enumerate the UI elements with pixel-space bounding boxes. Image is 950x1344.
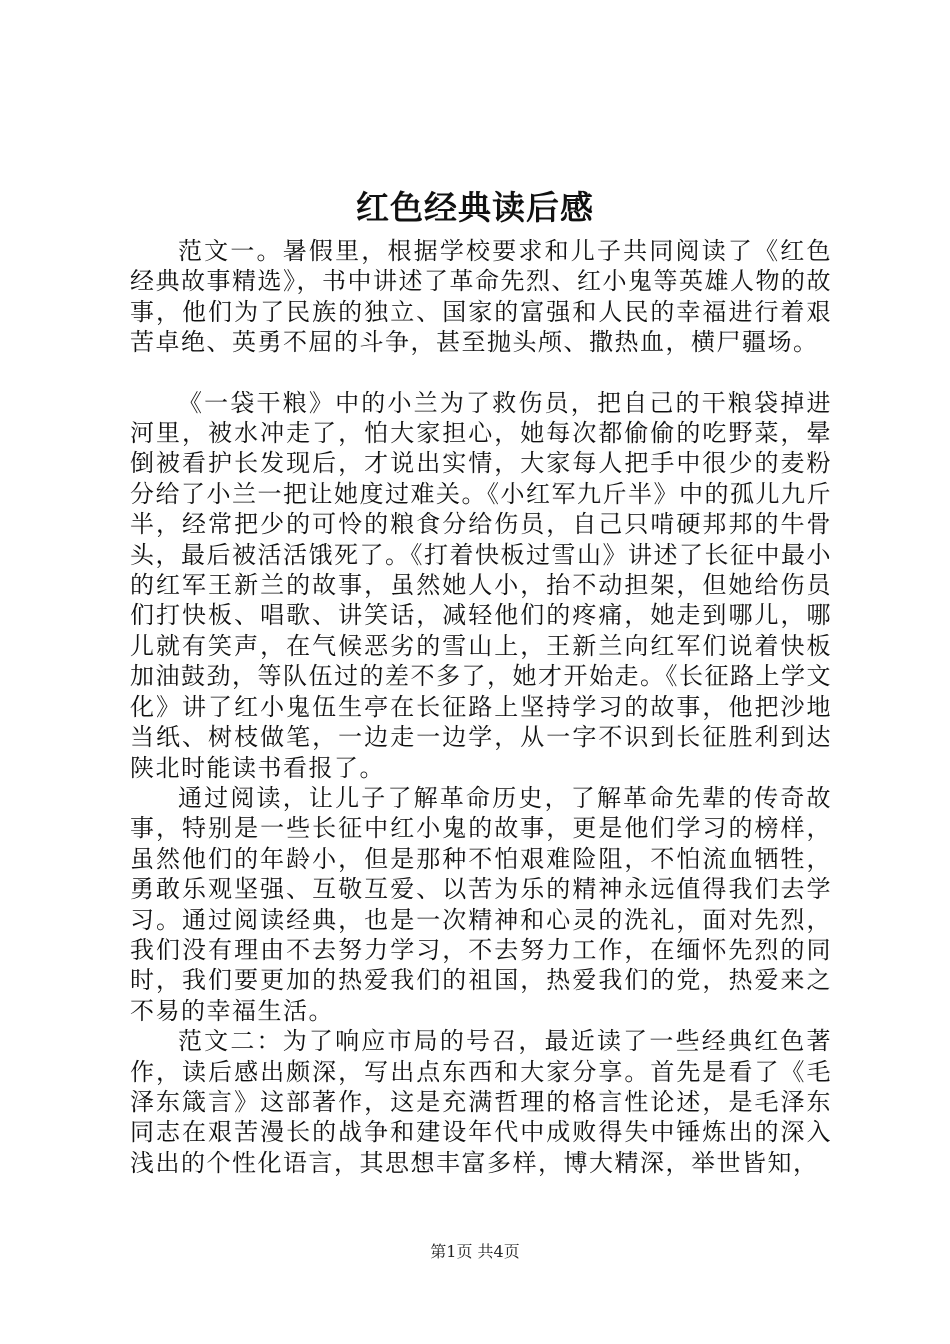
paragraph-4: 范文二：为了响应市局的号召，最近读了一些经典红色著作，读后感出颇深，写出点东西和大家分享。首先是看了《毛泽东箴言》这部著作，这是充满哲理的格言性论述，是毛泽东同志在艰苦漫长的战争和建设年代中成败得失中锤炼出的深入浅出的个性化语言，其思想丰富多样，博大精深，举世皆知， [130, 1027, 832, 1177]
paragraph-3: 通过阅读，让儿子了解革命历史，了解革命先辈的传奇故事，特别是一些长征中红小鬼的故事，更是他们学习的榜样，虽然他们的年龄小，但是那种不怕艰难险阻，不怕流血牺牲，勇敢乐观坚强、互敬互爱、以苦为乐的精神永远值得我们去学习。通过阅读经典，也是一次精神和心灵的洗礼，面对先烈，我们没有理由不去努力学习，不去努力工作，在缅怀先烈的同时，我们要更加的热爱我们的祖国，热爱我们的党，热爱来之不易的幸福生活。 [130, 783, 832, 1025]
document-body [130, 236, 832, 1178]
page-footer: 第1页 共4页 [430, 1242, 520, 1261]
paragraph-1: 范文一。暑假里，根据学校要求和儿子共同阅读了《红色经典故事精选》，书中讲述了革命先烈、红小鬼等英雄人物的故事，他们为了民族的独立、国家的富强和人民的幸福进行着艰苦卓绝、英勇不屈的斗争，甚至抛头颅、撒热血，横尸疆场。 [130, 237, 832, 357]
paragraph-2: 《一袋干粮》中的小兰为了救伤员，把自己的干粮袋掉进河里，被水冲走了，怕大家担心，她每次都偷偷的吃野菜，晕倒被看护长发现后，才说出实情，大家每人把手中很少的麦粉分给了小兰一把让她度过难关。《小红军九斤半》中的孤儿九斤半，经常把少的可怜的粮食分给伤员，自己只啃硬邦邦的牛骨头，最后被活活饿死了。《打着快板过雪山》讲述了长征中最小的红军王新兰的故事，虽然她人小，抬不动担架，但她给伤员们打快板、唱歌、讲笑话，减轻他们的疼痛，她走到哪儿，哪儿就有笑声，在气候恶劣的雪山上，王新兰向红军们说着快板加油鼓劲，等队伍过的差不多了，她才开始走。《长征路上学文化》讲了红小鬼伍生亭在长征路上坚持学习的故事，他把沙地当纸、树枝做笔，一边走一边学，从一字不识到长征胜利到达陕北时能读书看报了。 [130, 388, 832, 782]
document-title: 红色经典读后感 [356, 188, 594, 227]
